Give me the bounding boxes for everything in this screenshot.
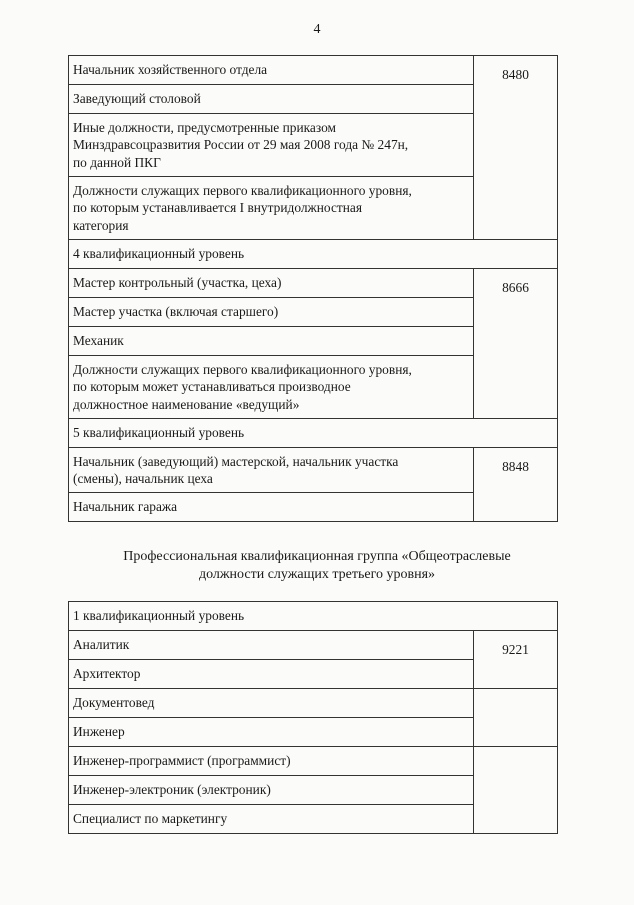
table-row <box>69 631 558 660</box>
salary-value-cell: 8848 <box>474 448 558 522</box>
salary-table-level-2 <box>68 55 558 522</box>
position-name-line: Заведующий столовой <box>73 91 201 107</box>
position-name-line: должностное наименование «ведущий» <box>73 396 300 412</box>
position-name-cell: Инженер-программист (программист) <box>69 747 474 776</box>
position-name-line: по которым может устанавливаться производное <box>73 379 351 395</box>
position-name-cell <box>69 177 474 240</box>
position-name-line: Мастер контрольный (участка, цеха) <box>73 275 282 291</box>
position-name-cell <box>69 114 474 177</box>
position-name-cell <box>69 356 474 419</box>
position-name-cell <box>69 85 474 114</box>
position-name-cell <box>69 269 474 298</box>
level-header-row <box>69 419 558 448</box>
level-header: 5 квалификационный уровень <box>69 419 558 448</box>
position-name-line: Начальник гаража <box>73 499 178 515</box>
level-header-row <box>69 240 558 269</box>
position-name-cell <box>69 327 474 356</box>
position-name-cell <box>69 493 474 522</box>
table-row <box>69 56 558 85</box>
table-row <box>69 689 558 718</box>
position-name-line: Должности служащих первого квалификационного уровня, <box>73 361 412 377</box>
position-name-line: по которым устанавливается I внутридолжностная <box>73 200 363 216</box>
position-name-cell: Инженер-электроник (электроник) <box>69 776 474 805</box>
section-title <box>0 548 634 584</box>
position-name-line: категория <box>73 217 129 233</box>
level-header: 4 квалификационный уровень <box>69 240 558 269</box>
position-name-cell <box>69 298 474 327</box>
position-name-cell: Аналитик <box>69 631 474 660</box>
position-name-line: Иные должности, предусмотренные приказом <box>73 119 336 135</box>
salary-value-cell: 8480 <box>474 56 558 240</box>
position-name-line: Должности служащих первого квалификационного уровня, <box>73 182 412 198</box>
section-title-line-2: должности служащих третьего уровня» <box>198 567 436 582</box>
table-row <box>69 269 558 298</box>
section-title-line-1: Профессиональная квалификационная группа «Общеотраслевые <box>123 549 511 564</box>
empty-value-cell <box>474 689 558 747</box>
salary-table-level-3 <box>68 601 558 834</box>
position-name-cell <box>69 56 474 85</box>
position-name-cell: Специалист по маркетингу <box>69 805 474 834</box>
position-name-line: Мастер участка (включая старшего) <box>73 304 279 320</box>
position-name-cell <box>69 448 474 493</box>
table-row <box>69 448 558 493</box>
empty-value-cell <box>474 747 558 834</box>
position-name-line: (смены), начальник цеха <box>73 471 213 486</box>
position-name-cell: Архитектор <box>69 660 474 689</box>
position-name-cell: Документовед <box>69 689 474 718</box>
page-number: 4 <box>313 22 321 37</box>
position-name-line: по данной ПКГ <box>73 154 161 170</box>
position-name-cell: Инженер <box>69 718 474 747</box>
salary-value-cell: 8666 <box>474 269 558 419</box>
level-header: 1 квалификационный уровень <box>69 602 558 631</box>
salary-value-cell: 9221 <box>474 631 558 689</box>
position-name-line: Начальник хозяйственного отдела <box>73 62 268 78</box>
position-name-line: Начальник (заведующий) мастерской, начальник участка <box>73 453 399 469</box>
position-name-line: Минздравсоцразвития России от 29 мая 2008 года № 247н, <box>73 137 409 153</box>
level-header-row <box>69 602 558 631</box>
table-row <box>69 747 558 776</box>
position-name-line: Механик <box>73 333 124 349</box>
